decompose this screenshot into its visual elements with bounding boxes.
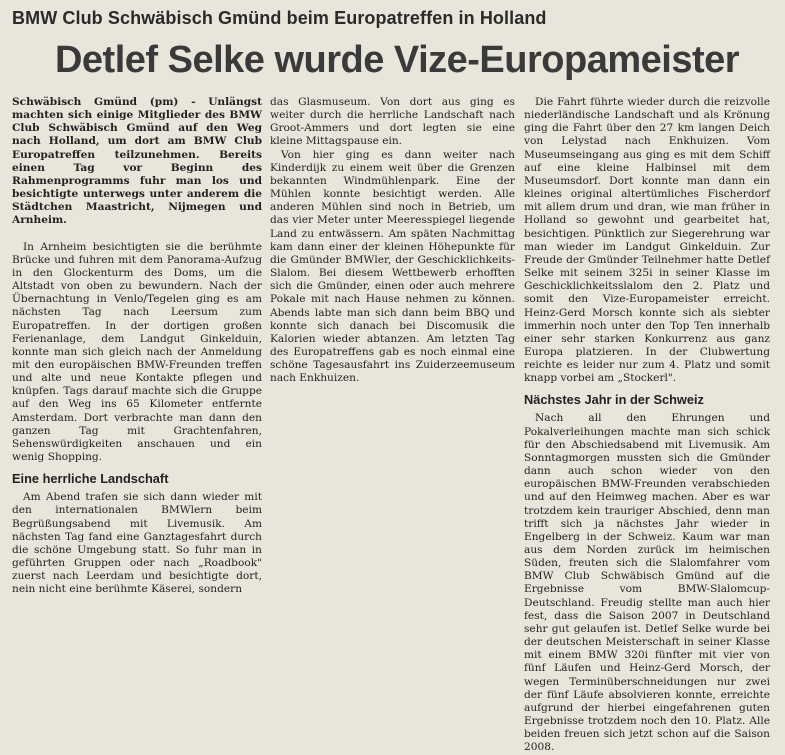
subheading-schweiz: Nächstes Jahr in der Schweiz bbox=[524, 392, 704, 408]
article-lead: Schwäbisch Gmünd (pm) - Unlängst machten sich einige Mitglieder des BMW Club Schwäbisch Gmünd auf den Weg nach Holland, um dort am BMW Club Europatreffen teilzunehmen. Bereits einen Tag vor Beginn des Rahmenprogramms fuhr man los und besichtigte unterwegs unter anderem die Städtchen Maastricht, Nijmegen und Arnheim. bbox=[12, 96, 262, 227]
paragraph-abend-cont: das Glasmuseum. Von dort aus ging es weiter durch die herrliche Landschaft nach Groot-Ammers und dort legten sie eine kleine Mittagspause ein. bbox=[270, 96, 515, 148]
subheading-landschaft: Eine herrliche Landschaft bbox=[12, 471, 169, 487]
paragraph-abend: Am Abend trafen sie sich dann wieder mit den internationalen BMWlern beim Begrüßungsabend mit Livemusik. Am nächsten Tag fand eine Ganztagesfahrt durch die schöne Umgebung statt. So fuhr man in geführten Gruppen oder nach „Roadbook" zuerst nach Leerdam und besichtigte dort, nein nicht eine berühmte Käserei, sondern bbox=[12, 491, 262, 596]
article-headline: Detlef Selke wurde Vize-Europameister bbox=[54, 39, 740, 81]
column-2 bbox=[270, 96, 515, 385]
paragraph-ehrungen: Nach all den Ehrungen und Pokalverleihungen machte man sich schick für den Abschiedsabend mit Livemusik. Am Sonntagmorgen mussten sich die Gmünder dann auch schon wieder von den europäischen BMW-Freunden verabschieden und auf den Heimweg machen. Aber es war trotzdem kein trauriger Abschied, denn man trifft sich ja nächstes Jahr wieder in Engelberg in der Schweiz. Kaum war man aus dem Norden zurück im heimischen Süden, freuten sich die Slalomfahrer vom BMW Club Schwäbisch Gmünd auf die Ergebnisse vom BMW-Slalomcup-Deutschland. Freudig stellte man auch hier fest, dass die Saison 2007 in Deutschland sehr gut gelaufen ist. Detlef Selke wurde bei der deutschen Meisterschaft in seiner Klasse mit einem BMW 320i fünfter mit vier von fünf Läufen und Heinz-Gerd Morsch, der wegen Terminüberschneidungen nur zwei der fünf Läufe absolvieren konnte, erreichte aufgrund der hierbei eingefahrenen guten Ergebnisse trotzdem noch den 10. Platz. Alle beiden freuen sich jetzt schon auf die Saison 2008. bbox=[524, 412, 770, 754]
column-3 bbox=[524, 96, 770, 755]
paragraph-kinderdijk: Von hier ging es dann weiter nach Kinderdijk zu einem weit über die Grenzen bekannten Windmühlenpark. Eine der Mühlen konnte besichtigt werden. Alle anderen Mühlen sind noch in Betrieb, um das vier Meter unter Meeresspiegel liegende Land zu entwässern. Am späten Nachmittag kam dann einer der kleinen Höhepunkte für die Gmünder BMWler, der Geschicklichkeits-Slalom. Bei diesem Wettbewerb erhofften sich die Gmünder, einen oder auch mehrere Pokale mit nach Hause nehmen zu können. Abends labte man sich dann beim BBQ und konnte sich danach bei Discomusik die Kalorien wieder abtanzen. Am letzten Tag des Europatreffens gab es noch einmal eine schöne Tagesausfahrt ins Zuiderzeemuseum nach Enkhuizen. bbox=[270, 148, 515, 385]
article-kicker: BMW Club Schwäbisch Gmünd beim Europatreffen in Holland bbox=[12, 8, 547, 28]
paragraph-fahrt: Die Fahrt führte wieder durch die reizvolle niederländische Landschaft und als Krönung ging die Fahrt über den 27 km langen Deich von Lelystad nach Enkhuizen. Vom Museumseingang aus ging es mit dem Schiff auf eine kleine Halbinsel mit dem Museumsdorf. Dort konnte man dann ein kleines original altertümliches Fischerdorf mit allem drum und dran, wie man früher in Holland so gewohnt und gearbeitet hat, besichtigen. Pünktlich zur Siegerehrung war man wieder im Landgut Ginkelduin. Zur Freude der Gmünder Teilnehmer hatte Detlef Selke mit seinem 325i in seiner Klasse im Geschicklichkeitsslalom den 2. Platz und somit den Vize-Europameister erreicht. Heinz-Gerd Morsch konnte sich als siebter immerhin noch unter den Top Ten innerhalb einer sehr starken Konkurrenz aus ganz Europa platzieren. In der Clubwertung reichte es leider nur zum 4. Platz und somit knapp vorbei am „Stockerl". bbox=[524, 96, 770, 385]
column-1 bbox=[12, 96, 262, 596]
paragraph-arnheim: In Arnheim besichtigten sie die berühmte Brücke und fuhren mit dem Panorama-Aufzug in den Glockenturm des Doms, um die Altstadt von oben zu bewundern. Nach der Übernachtung in Venlo/Tegelen ging es am nächsten Tag nach Leersum zum Europatreffen. In der dortigen großen Ferienanlage, dem Landgut Ginkelduin, konnte man sich gleich nach der Anmeldung mit den europäischen BMW-Freunden treffen und alte und neue Kontakte pflegen und knüpfen. Tags darauf machte sich die Gruppe auf den Weg ins 65 Kilometer entfernte Amsterdam. Dort verbrachte man dann den ganzen Tag mit Grachtenfahren, Sehenswürdigkeiten anschauen und ein wenig Shopping. bbox=[12, 240, 262, 464]
